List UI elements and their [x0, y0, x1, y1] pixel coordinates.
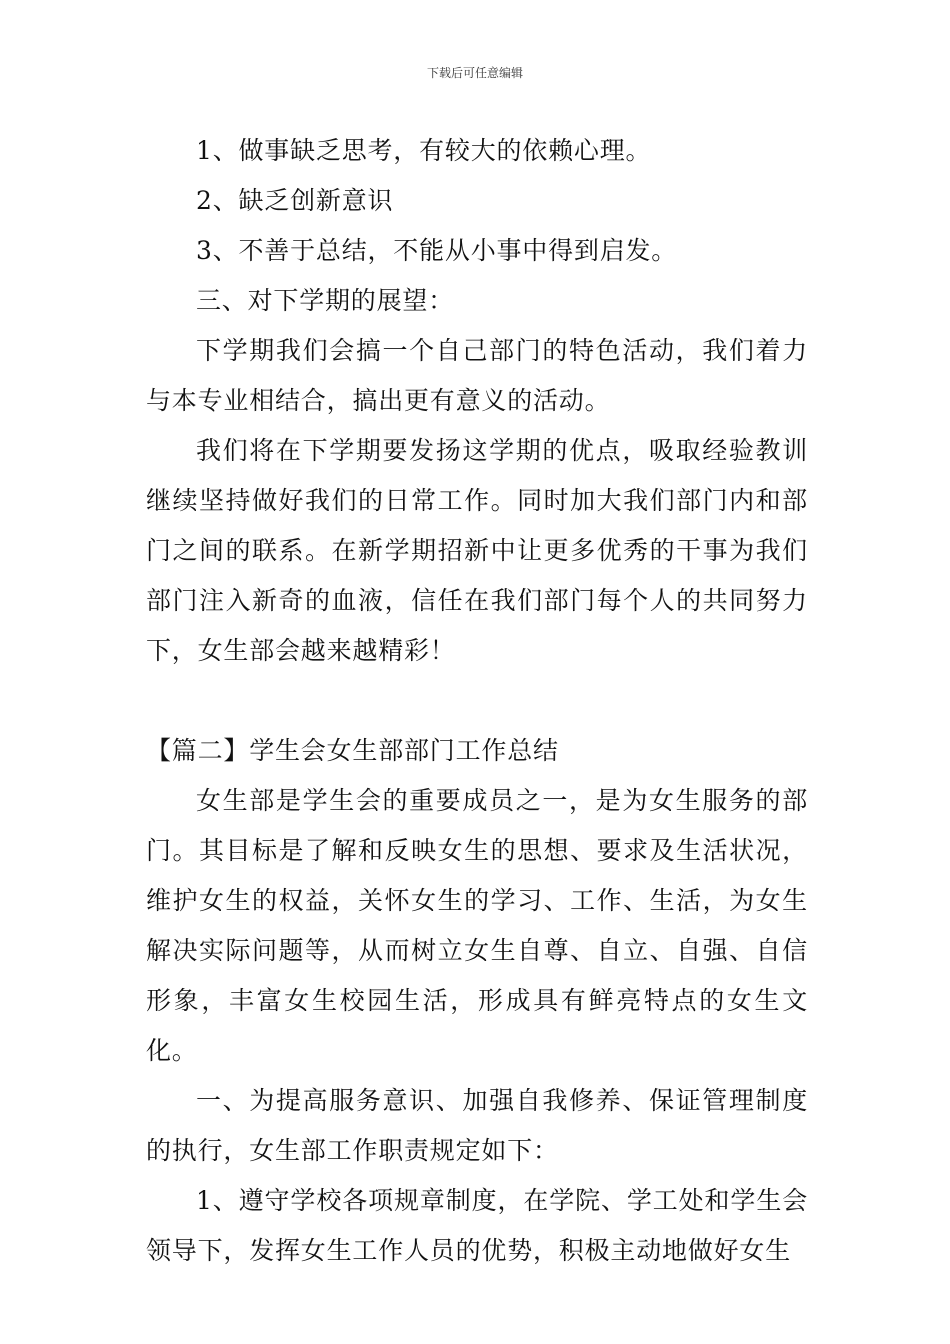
section2-paragraph-2: 一、为提高服务意识、加强自我修养、保证管理制度的执行，女生部工作职责规定如下： — [146, 1086, 808, 1165]
page-header: 下载后可任意编辑 — [426, 66, 523, 80]
paragraph-outlook-1: 下学期我们会搞一个自己部门的特色活动，我们着力与本专业相结合，搞出更有意义的活动。 — [146, 336, 808, 415]
section-title: 【篇二】学生会女生部部门工作总结 — [146, 736, 559, 765]
document-body — [146, 126, 808, 1276]
paragraph-2: 2、缺乏创新意识 — [196, 186, 394, 215]
paragraph-outlook-2: 我们将在下学期要发扬这学期的优点，吸取经验教训继续坚持做好我们的日常工作。同时加大我们部门内和部门之间的联系。在新学期招新中让更多优秀的干事为我们部门注入新奇的血液，信任在我们部门每个人的共同努力下，女生部会越来越精彩！ — [146, 436, 808, 665]
section2-paragraph-3: 1、遵守学校各项规章制度，在学院、学工处和学生会领导下，发挥女生工作人员的优势，积极主动地做好女生 — [146, 1186, 808, 1265]
paragraph-1: 1、做事缺乏思考，有较大的依赖心理。 — [196, 136, 652, 165]
section-gap — [146, 676, 808, 726]
paragraph-3: 3、不善于总结，不能从小事中得到启发。 — [196, 236, 678, 265]
section-heading-outlook: 三、对下学期的展望： — [196, 286, 455, 315]
section2-paragraph-1: 女生部是学生会的重要成员之一，是为女生服务的部门。其目标是了解和反映女生的思想、要求及生活状况，维护女生的权益，关怀女生的学习、工作、生活，为女生解决实际问题等，从而树立女生自尊、自立、自强、自信形象，丰富女生校园生活，形成具有鲜亮特点的女生文化。 — [146, 786, 808, 1065]
